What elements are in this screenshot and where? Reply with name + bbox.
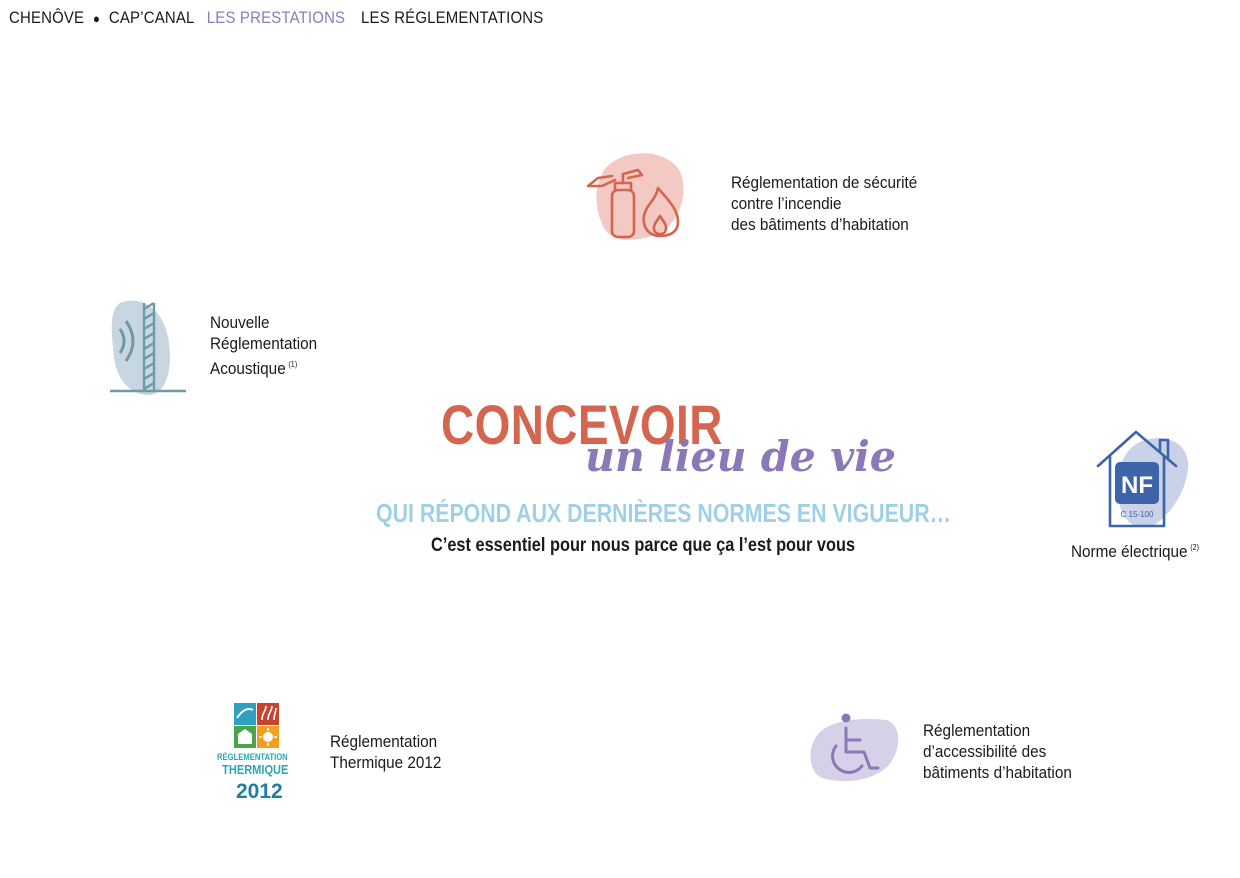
fire-extinguisher-icon — [582, 150, 690, 245]
nav-item-chenove[interactable]: CHENÔVE — [9, 8, 85, 27]
acoustic-wall-icon — [106, 297, 190, 397]
nf-mark: NF — [1121, 472, 1153, 499]
wheelchair-icon — [806, 712, 902, 784]
thermal-logo-title: RÉGLEMENTATION THERMIQUE — [217, 752, 289, 777]
top-nav — [9, 8, 543, 28]
hero-tagline: C’est essentiel pour nous parce que ça l’est pour vous — [431, 535, 856, 556]
nav-item-reglementations[interactable]: LES RÉGLEMENTATIONS — [361, 8, 544, 27]
electric-regulation-label: Norme électrique $^{(2)}$ — [1071, 542, 1200, 561]
nf-reference: C 15-100 — [1120, 510, 1154, 519]
thermal-logo-year: 2012 — [236, 780, 283, 803]
hero-subtitle: QUI RÉPOND AUX DERNIÈRES NORMES EN VIGUEUR… — [376, 498, 951, 528]
accessibility-regulation-label: Réglementation d’accessibilité des bâtiments d’habitation — [923, 721, 1072, 782]
nav-item-prestations[interactable]: LES PRESTATIONS — [206, 8, 346, 27]
nav-separator: ● — [93, 10, 101, 26]
hero-script: un lieu de vie — [585, 432, 896, 481]
fire-regulation-label: Réglementation de sécurité contre l’incendie des bâtiments d’habitation — [731, 173, 918, 234]
nf-house-icon — [1094, 428, 1192, 530]
thermal-logo-icon — [232, 702, 282, 750]
nav-item-capcanal[interactable]: CAP’CANAL — [108, 8, 195, 27]
hero-title: CONCEVOIR — [441, 393, 723, 456]
acoustic-regulation-label: Nouvelle Réglementation Acoustique $^{(1)}$ — [210, 313, 318, 378]
thermal-regulation-label: Réglementation Thermique 2012 — [330, 732, 442, 772]
